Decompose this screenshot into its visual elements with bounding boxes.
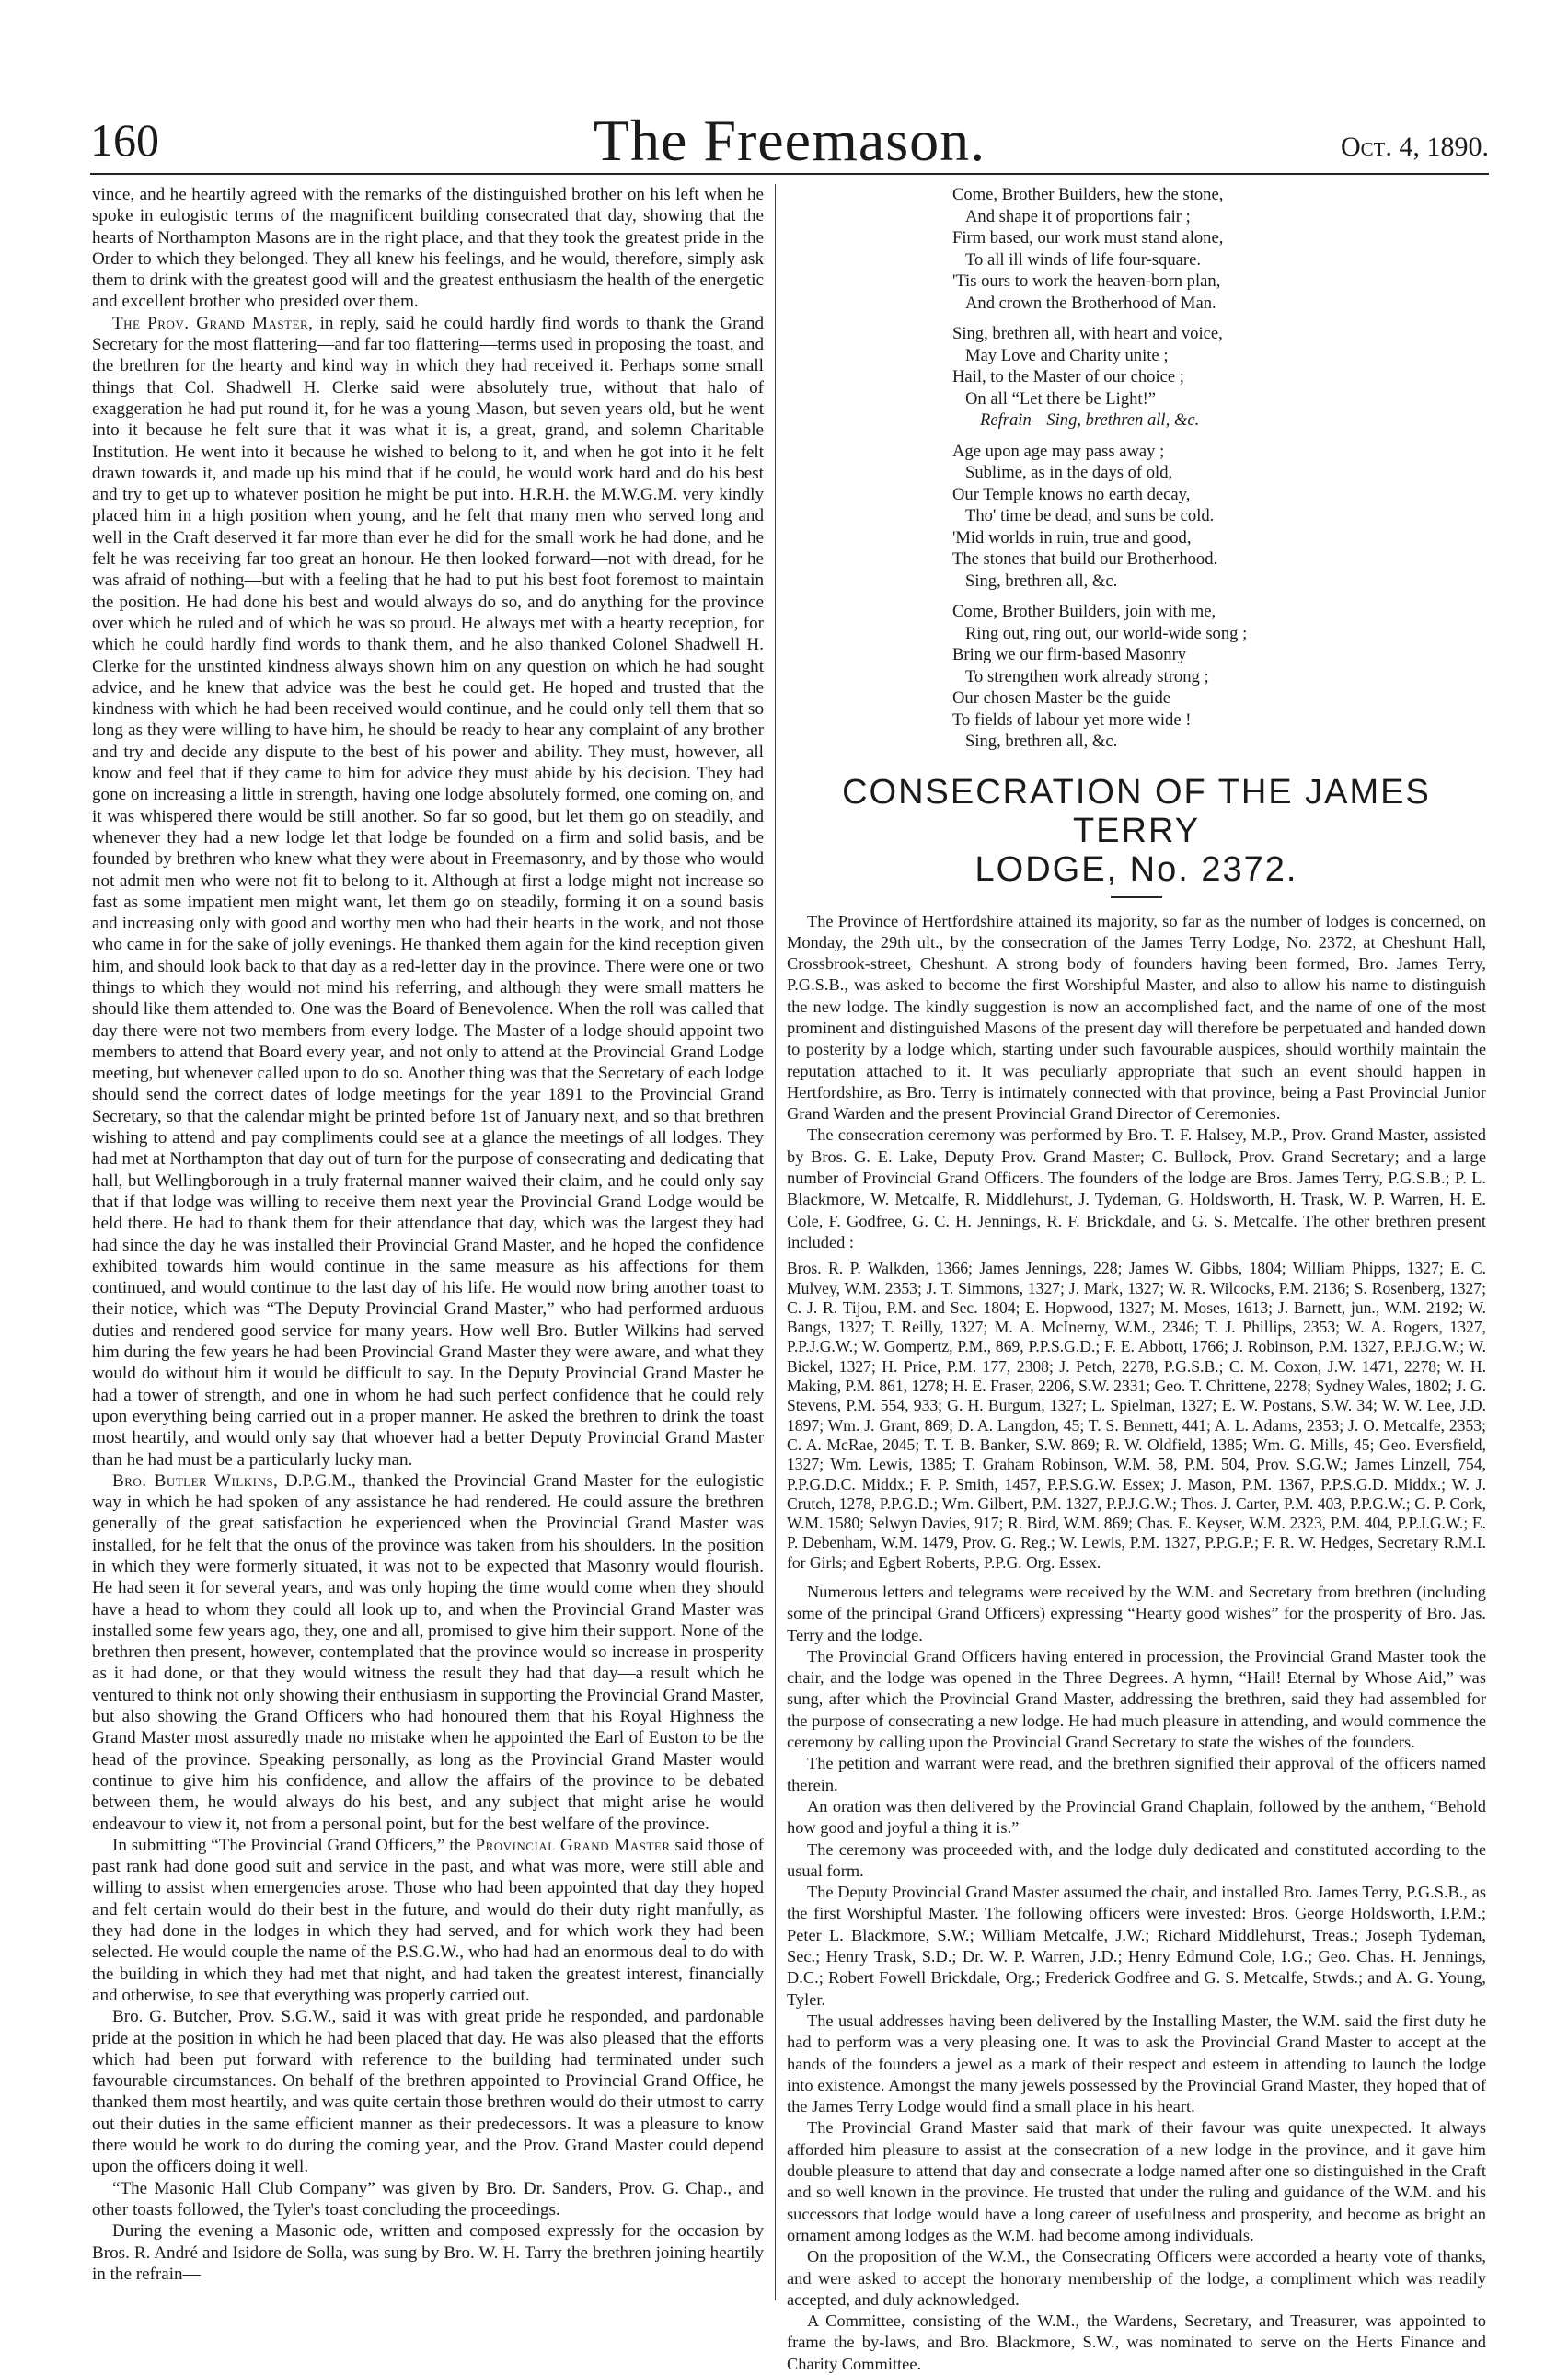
ode-line: Tho' time be dead, and suns be cold. xyxy=(965,506,1215,525)
speaker-name: Provincial Grand Master xyxy=(475,1835,671,1855)
ode-line: 'Mid worlds in ruin, true and good, xyxy=(952,527,1192,548)
attendee-list: Bros. R. P. Walkden, 1366; James Jennings, 228; James W. Gibbs, 1804; William Phipps, 1327; E. C. Mulvey, W.M. 2353; J. T. Simmons, 1327; J. Mark, 1327; W. R. Wilcocks, P.M. 2136; S. Rosenberg, 1327; C. J. R. Tijou, P.M. and Sec. 1804; E. Hopwood, 1327; M. Moses, 1613; J. Barnett, jun., W.M. 2192; W. Bangs, 1327; T. Reilly, 1327; M. A. McInerny, W.M., 2346; T. J. Phillips, 2353; W. A. Rogers, 1327, P.P.J.G.W.; W. Gompertz, P.M., 869, P.P.S.G.D.; F. E. Abbott, 1766; J. Robinson, P.M. 1327, P.P.J.G.W.; W. Bickel, 1327; H. Price, P.M. 177, 2308; J. Petch, 2278, P.G.S.B.; C. M. Coxon, J.W. 1471, 2278; W. H. Making, P.M. 861, 1278; H. E. Fraser, 2206, S.W. 2331; Geo. T. Chrittene, 2278; Sydney Wales, 1802; J. G. Stevens, P.M. 554, 933; G. H. Burgum, 1327; L. Spielman, 1327; E. W. Postans, S.W. 34; W. W. Lee, J.D. 1897; Wm. J. Grant, 869; D. A. Langdon, 45; T. S. Bennett, 441; A. L. Adams, 2353; J. O. Metcalfe, 2353; C. A. McRae, 2045; T. T. B. Banker, S.W. 869; R. W. Oldfield, 1385; Wm. G. Mills, 45; Geo. Eversfield, 1327; Wm. Lewis, 1385; T. Graham Robinson, W.M. 58, P.M. 504, Prov. S.G.W.; James Linzell, 754, P.P.G.D.C. Middx.; F. P. Smith, 1457, P.P.S.G.W. Essex; J. Mason, P.M. 1367, P.P.S.G.D. Middx.; W. J. Crutch, 1278, P.P.G.D.; Wm. Gilbert, P.M. 1327, P.P.J.G.W.; Thos. J. Carter, P.M. 403, P.P.G.W.; G. P. Cork, W.M. 1580; Selwyn Davies, 917; R. Bird, W.M. 869; Chas. E. Keyser, W.M. 2323, P.M. 404, P.P.J.G.W.; E. P. Debenham, W.M. 1479, Prov. G. Reg.; W. Lewis, P.M. 1327, P.P.G.P.; F. R. W. Hedges, Secretary R.M.I. for Girls; and Egbert Roberts, P.P.G. Org. Essex. xyxy=(787,1259,1486,1572)
ode-line: Ring out, ring out, our world-wide song ; xyxy=(965,623,1248,643)
paragraph xyxy=(92,313,764,1470)
ode-line: Age upon age may pass away ; xyxy=(952,441,1165,461)
heading-line: CONSECRATION OF THE JAMES TERRY xyxy=(842,772,1431,850)
paragraph: The ceremony was proceeded with, and the lodge duly dedicated and constituted according to the usual form. xyxy=(787,1839,1486,1880)
ode-stanza xyxy=(952,323,1486,432)
paragraph: The Provincial Grand Master said that mark of their favour was quite unexpected. It always afforded him pleasure to assist at the consecration of a new lodge in the province, and it gave him double pleasure to attend that day and consecrate a lodge named after one so distinguished in the Craft and so well known in the province. He trusted that under the ruling and guidance of the W.M. and his successors that lodge would have a long career of usefulness and prosperity, and become as bright an ornament among lodges as the W.M. had become among individuals. xyxy=(787,2118,1486,2244)
ode-line: And crown the Brotherhood of Man. xyxy=(965,293,1216,313)
ode-line: Our chosen Master be the guide xyxy=(952,688,1170,708)
masthead xyxy=(90,109,1489,182)
ode-line: Hail, to the Master of our choice ; xyxy=(952,367,1184,386)
ode-line: May Love and Charity unite ; xyxy=(965,345,1169,365)
article-heading xyxy=(787,773,1486,889)
paragraph: “The Masonic Hall Club Company” was given by Bro. Dr. Sanders, Prov. G. Chap., and other toasts followed, the Tyler's toast concluding the proceedings. xyxy=(92,2178,764,2219)
ode-line: Bring we our firm-based Masonry xyxy=(952,645,1187,664)
ode-line: To all ill winds of life four-square. xyxy=(965,249,1201,270)
ode-line: Sublime, as in the days of old, xyxy=(965,463,1173,482)
paragraph: The petition and warrant were read, and the brethren signified their approval of the officers named therein. xyxy=(787,1754,1486,1794)
speaker-name: The Prov. Grand Master, xyxy=(112,313,314,333)
ode-stanza xyxy=(952,184,1486,314)
ode-line: The stones that build our Brotherhood. xyxy=(952,549,1218,569)
heading-rule xyxy=(1111,896,1162,898)
ode-line: Firm based, our work must stand alone, xyxy=(952,228,1224,248)
ode-stanza xyxy=(952,441,1486,593)
paragraph-text: in reply, said he could hardly find words to thank the Grand Secretary for the most flattering—and far too flattering—terms used in proposing the toast, and the brethren for the hearty and kind way in which they had received it. Perhaps some small things that Col. Shadwell H. Clerke said were absolutely true, without that halo of exaggeration he had put round it, for he was a young Mason, but seven years old, but he went into it because he felt sure that it was what it is, a great, grand, and solemn Charitable Institution. He went into it because he wished to belong to it, and when he got into it he felt drawn towards it, and made up his mind that if he could, he would work hard and do his best and try to get up to whatever position he might be put into. H.R.H. the M.W.G.M. very kindly placed him in a high position when young, and he felt that many men who served long and well in the Craft deserved it far more than ever he did for the small work he had done, and he felt he was receiving far too great an honour. He then looked forward—not with dread, for he was afraid of nothing—but with a feeling that he had to put his best foot foremost to maintain the position. He had done his best and would always do so, and do anything for the province over which he ruled and of which he was so proud. He always met with a hearty reception, for which he could hardly find words to thank them, and he also thanked Colonel Shadwell H. Clerke for the unstinted kindness always shown him on any question on which he had sought advice, and he knew that advice was the best he could get. He hoped and trusted that the kindness with which he had been received would continue, and he could only tell them that so long as they were willing to have him, he should be ready to hear any complaint of any brother and try and decide any dispute to the best of his power and ability. They must, however, all know and feel that if they came to him for advice they must abide by his decision. They had gone on increasing a little in strength, having one lodge absolutely formed, one coming on, and it was whispered there would be still another. So far so good, but let them go on steadily, and whenever they had a new lodge let that lodge be founded on a firm and solid basis, and be founded by brethren who knew what they were about in Freemasonry, and by those who would not admit men who were not fit to belong to it. Although at first a lodge might not increase so fast as some impatient men might want, let them go on steadily, forming it on a sound basis and increasing only with good and worthy men who had their hearts in the work, and not those who came in for the sake of jolly evenings. He thanked them again for the kind reception given him, and should look back to that day as a red-letter day in the province. There were one or two things to which they would not mind his referring, and although they were small matters he should like them attended to. One was the Board of Benevolence. When the roll was called that day there were not two members from every lodge. The Master of a lodge should appoint two members to attend that Board every year, and not only to attend at the Provincial Grand Lodge meeting, but whenever called upon to do so. Another thing was that the Secretary of each lodge should send the correct dates of lodge meetings for the year 1891 to the Provincial Grand Secretary, so that the calendar might be printed before 1st of January next, and so that brethren wishing to attend and pay compliments could see at a glance the meetings of all lodges. They had met at Northampton that day out of turn for the purpose of consecrating and dedicating that hall, but Wellingborough in a truly fraternal manner waived their claim, and he could only say that if that lodge was willing to receive them next year the Provincial Grand Lodge would be held there. He had to thank them for their attendance that day, which was the largest they had had since the day he was installed their Provincial Grand Master, and he hoped the confidence exhibited towards him would continue in the same measure as his affections for them continued, and would continue to the last day of his life. He would now bring another toast to their notice, which was “The Deputy Provincial Grand Master,” who had performed arduous duties and rendered good service for many years. How well Bro. Butler Wilkins had served him during the few years he had been Provincial Grand Master they were aware, and what they would do without him it would be difficult to say. In the Deputy Provincial Grand Master he had a tower of strength, and one in whom he had such perfect confidence that he could rely upon everything being carried out in a proper manner. He asked the brethren to drink the toast most heartily, and would only say that whoever had a better Deputy Provincial Grand Master than he had must be a particularly lucky man. xyxy=(92,313,764,1470)
paragraph xyxy=(92,1835,764,2006)
ode-line: Come, Brother Builders, hew the stone, xyxy=(952,185,1224,204)
left-column xyxy=(92,184,764,2300)
paragraph: The Province of Hertfordshire attained its majority, so far as the number of lodges is concerned, on Monday, the 29th ult., by the consecration of the James Terry Lodge, No. 2372, at Cheshunt Hall, Crossbrook-street, Cheshunt. A strong body of founders having been formed, Bro. James Terry, P.G.S.B., was asked to become the first Worshipful Master, and also to allow his name to distinguish the new lodge. The kindly suggestion is now an accomplished fact, and the name of one of the most prominent and distinguished Masons of the present day will therefore be perpetuated and handed down to posterity by a lodge which, starting under such favourable auspices, should worthily maintain the reputation attached to it. It was peculiarly appropriate that such an event should happen in Hertfordshire, as Bro. Terry is intimately connected with that province, being a Past Provincial Junior Grand Warden and the present Provincial Grand Director of Ceremonies. xyxy=(787,911,1486,1124)
column-divider xyxy=(775,184,776,2300)
ode-line: Come, Brother Builders, join with me, xyxy=(952,602,1216,621)
issue-date: Oct. 4, 1890. xyxy=(1341,132,1489,162)
paragraph: Numerous letters and telegrams were received by the W.M. and Secretary from brethren (including some of the principal Grand Officers) expressing “Hearty good wishes” for the prosperity of Bro. Jas. Terry and the lodge. xyxy=(787,1583,1486,1644)
ode-line: To strengthen work already strong ; xyxy=(965,666,1209,686)
paragraph: An oration was then delivered by the Provincial Grand Chaplain, followed by the anthem, “Behold how good and joyful a thing it is.” xyxy=(787,1796,1486,1838)
ode-line: 'Tis ours to work the heaven-born plan, xyxy=(952,271,1221,291)
masonic-ode xyxy=(952,184,1486,753)
paragraph-text: D.P.G.M., thanked the Provincial Grand Master for the eulogistic way in which he had spoken of any assistance he had rendered. He could assure the brethren generally of the great satisfaction he experienced when the Provincial Grand Master was installed, for he felt that the onus of the province was taken from his shoulders. In the position in which they were formerly situated, it was not to be expected that Masonry would flourish. He had seen it for several years, and was only hoping the time would come when they should have a head to whom they could all look up to, and when the Provincial Grand Master was installed some few years ago, they, one and all, promised to give him their support. None of the brethren then present, however, contemplated that the province would so increase in prosperity as it had done, or that they would witness the result they had that day—a result which he ventured to think not only showing their enthusiasm in supporting the Provincial Grand Master, but also showing the Grand Officers who had honoured them that his Royal Highness the Grand Master most assuredly made no mistake when he appointed the Earl of Euston to be the head of the province. Speaking personally, as long as the Provincial Grand Master would continue to give him his confidence, and allow the affairs of the province to be debated between them, he would always do his best, and any subject that might arise he would endeavour to view it, not from a personal point, but for the best welfare of the province. xyxy=(92,1470,765,1834)
right-column xyxy=(787,184,1486,2373)
paragraph: The Provincial Grand Officers having entered in procession, the Provincial Grand Master took the chair, and the lodge was opened in the Three Degrees. A hymn, “Hail! Eternal by Whose Aid,” was sung, after which the Provincial Grand Master, addressing the brethren, said they had assembled for the purpose of consecrating a new lodge. He had much pleasure in attending, and would commence the ceremony by calling upon the Provincial Grand Secretary to state the wishes of the founders. xyxy=(787,1646,1486,1752)
paragraph: A Committee, consisting of the W.M., the Wardens, Secretary, and Treasurer, was appointed to frame the by-laws, and Bro. Blackmore, S.W., was nominated to serve on the Herts Finance and Charity Committee. xyxy=(787,2312,1486,2373)
paragraph: Bro. G. Butcher, Prov. S.G.W., said it was with great pride he responded, and pardonable pride at the position in which he had been placed that day. He was also pleased that the efforts which had been put forward with reference to the building had terminated under such favourable circumstances. On behalf of the brethren appointed to Provincial Grand Office, he thanked them most heartily, and was quite certain those brethren would do their utmost to carry out their duties in the same efficient manner as their predecessors. It was a pleasure to know there would be work to do during the coming year, and the Prov. Grand Master could depend upon the officers doing it well. xyxy=(92,2007,764,2177)
paragraph: The Deputy Provincial Grand Master assumed the chair, and installed Bro. James Terry, P.G.S.B., as the first Worshipful Master. The following officers were invested: Bros. George Holdsworth, I.P.M.; Peter L. Blackmore, S.W.; William Metcalfe, J.W.; Richard Middlehurst, Treas.; Joseph Tydeman, Sec.; Henry Trask, S.D.; Dr. W. P. Warren, J.D.; Henry Edmund Cole, I.G.; Geo. Chas. H. Jennings, D.C.; Robert Fowell Brickdale, Org.; Frederick Godfree and G. S. Metcalfe, Stwds.; and A. G. Young, Tyler. xyxy=(787,1883,1486,2009)
paragraph: The consecration ceremony was performed by Bro. T. F. Halsey, M.P., Prov. Grand Master, assisted by Bros. G. E. Lake, Deputy Prov. Grand Master; C. Bullock, Prov. Grand Secretary; and a large number of Provincial Grand Officers. The founders of the lodge are Bros. James Terry, P.G.S.B.; P. L. Blackmore, W. Metcalfe, R. Middlehurst, J. Tydeman, G. Holdsworth, H. Trask, W. P. Warren, H. E. Cole, F. Godfree, G. C. H. Jennings, R. F. Brickdale, and G. S. Metcalfe. The other brethren present included : xyxy=(787,1125,1486,1251)
paragraph: vince, and he heartily agreed with the remarks of the distinguished brother on his left when he spoke in eulogistic terms of the magnificent building consecrated that day, showing that the hearts of Northampton Masons are in the right place, and that they took the greatest pride in the Order to which they belonged. They all knew his feelings, and he would, therefore, simply ask them to drink with the greatest good will and the greatest enthusiasm the health of the energetic and excellent brother who presided over them. xyxy=(92,185,764,312)
ode-refrain: Sing, brethren all, &c. xyxy=(965,571,1118,591)
paragraph-text: In submitting “The Provincial Grand Officers,” the xyxy=(112,1835,476,1855)
paragraph xyxy=(92,1470,764,1835)
speaker-name: Bro. Butler Wilkins, xyxy=(112,1470,279,1491)
paragraph: During the evening a Masonic ode, written and composed expressly for the occasion by Bros. R. André and Isidore de Solla, was sung by Bro. W. H. Tarry the brethren joining heartily in the refrain— xyxy=(92,2221,764,2284)
ode-line: Our Temple knows no earth decay, xyxy=(952,484,1191,504)
masthead-rule xyxy=(90,173,1489,175)
ode-stanza xyxy=(952,601,1486,753)
paragraph: On the proposition of the W.M., the Consecrating Officers were accorded a hearty vote of thanks, and were asked to accept the honorary membership of the lodge, a compliment which was readily accepted, and duly acknowledged. xyxy=(787,2247,1486,2309)
ode-refrain: Sing, brethren all, &c. xyxy=(965,732,1118,751)
ode-line: On all “Let there be Light!” xyxy=(965,388,1157,409)
ode-line: And shape it of proportions fair ; xyxy=(965,206,1191,226)
paragraph: The usual addresses having been delivered by the Installing Master, the W.M. said the first duty he had to perform was a very pleasing one. It was to ask the Provincial Grand Master to accept at the hands of the founders a jewel as a mark of their respect and esteem in attending to launch the lodge into existence. Amongst the many jewels possessed by the Provincial Grand Master, they hoped that of the James Terry Lodge would find a small place in his heart. xyxy=(787,2011,1486,2116)
ode-line: To fields of labour yet more wide ! xyxy=(952,709,1192,730)
paragraph-text: said those of past rank had done good suit and service in the past, and what was more, were still able and willing to assist when emergencies arose. Those who had been appointed that day they hoped and felt certain would do their best in the future, and would do their duty right manfully, as they had done in the lodges in which they had served, and for which work they had been selected. He would couple the name of the P.S.G.W., who had had an enormous deal to do with the building in which they had met that night, and had taken the greatest interest, financially and otherwise, to see that everything was properly carried out. xyxy=(92,1835,764,2005)
ode-refrain: Refrain—Sing, brethren all, &c. xyxy=(980,410,1200,430)
publication-title: The Freemason. xyxy=(593,108,986,173)
heading-line: LODGE, No. 2372. xyxy=(974,849,1298,889)
ode-line: Sing, brethren all, with heart and voice, xyxy=(952,324,1223,343)
page-number: 160 xyxy=(90,114,159,166)
